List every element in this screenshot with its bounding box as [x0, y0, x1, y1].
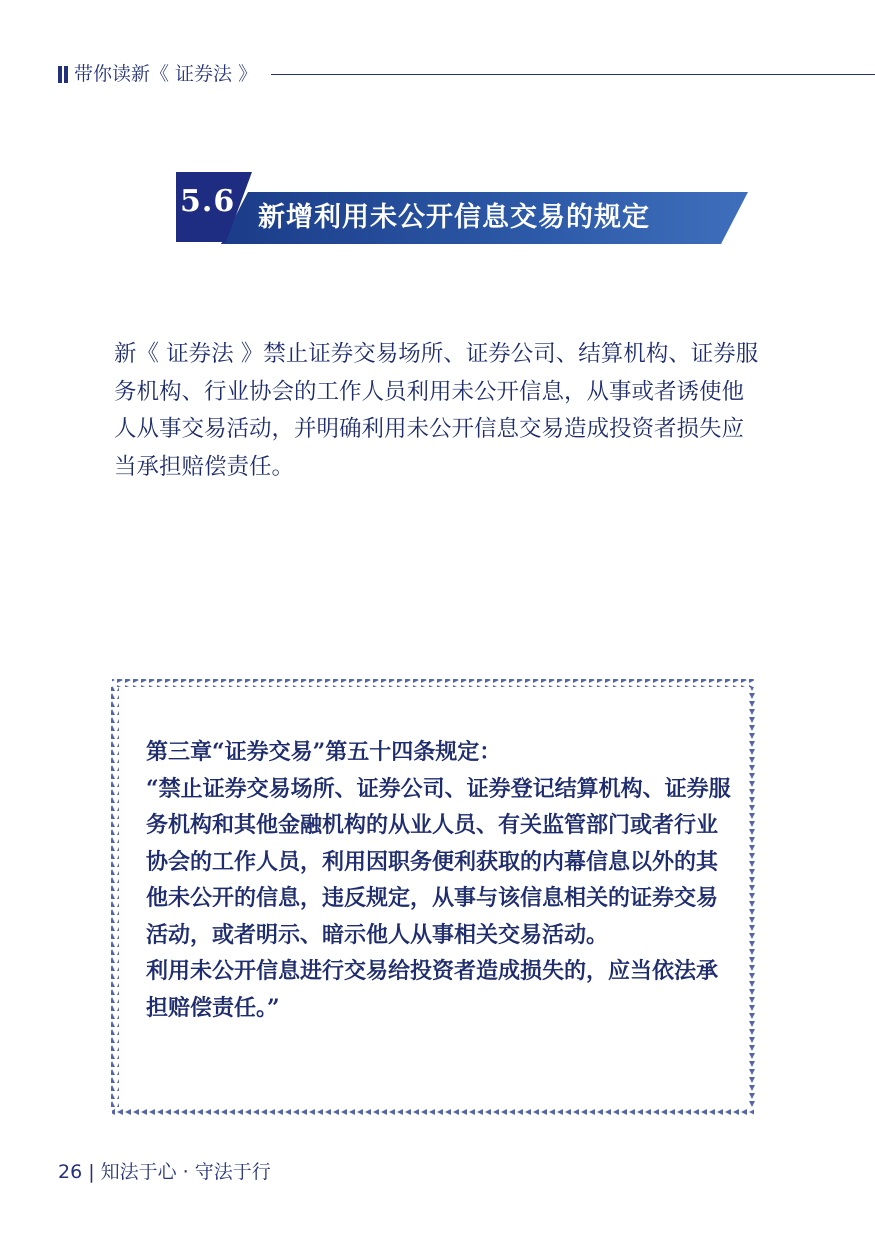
section-title: 新增利用未公开信息交易的规定	[258, 202, 650, 233]
intro-paragraph: 新《 证券法 》禁止证券交易场所、证券公司、结算机构、证券服务机构、行业协会的工作人员利用未公开信息，从事或者诱使他人从事交易活动，并明确利用未公开信息交易造成投资者损失应当承担赔偿责任。	[114, 341, 759, 480]
running-header	[58, 60, 875, 88]
quote-clause: 利用未公开信息进行交易给投资者造成损失的，应当依法承担赔偿责任。”	[146, 958, 719, 1021]
header-rule	[271, 74, 875, 75]
quote-text	[146, 734, 736, 1026]
running-title: 带你读新《 证券法 》	[74, 63, 258, 85]
page-number: 26	[58, 1161, 83, 1183]
section-banner	[176, 172, 748, 244]
footer-separator: |	[88, 1161, 95, 1183]
footer-motto: 知法于心 · 守法于行	[100, 1161, 271, 1183]
quote-clause: “禁止证券交易场所、证券公司、证券登记结算机构、证券服务机构和其他金融机构的从业人员、有关监管部门或者行业协会的工作人员，利用因职务便利获取的内幕信息以外的其他未公开的信息，违反规定，从事与该信息相关的证券交易活动，或者明示、暗示他人从事相关交易活动。	[146, 775, 731, 948]
quote-box	[108, 676, 758, 1119]
header-bar-icon	[58, 66, 68, 83]
section-number: 5.6	[180, 184, 236, 219]
page-footer	[58, 1160, 271, 1184]
quote-heading: 第三章“证券交易”第五十四条规定：	[146, 739, 502, 765]
